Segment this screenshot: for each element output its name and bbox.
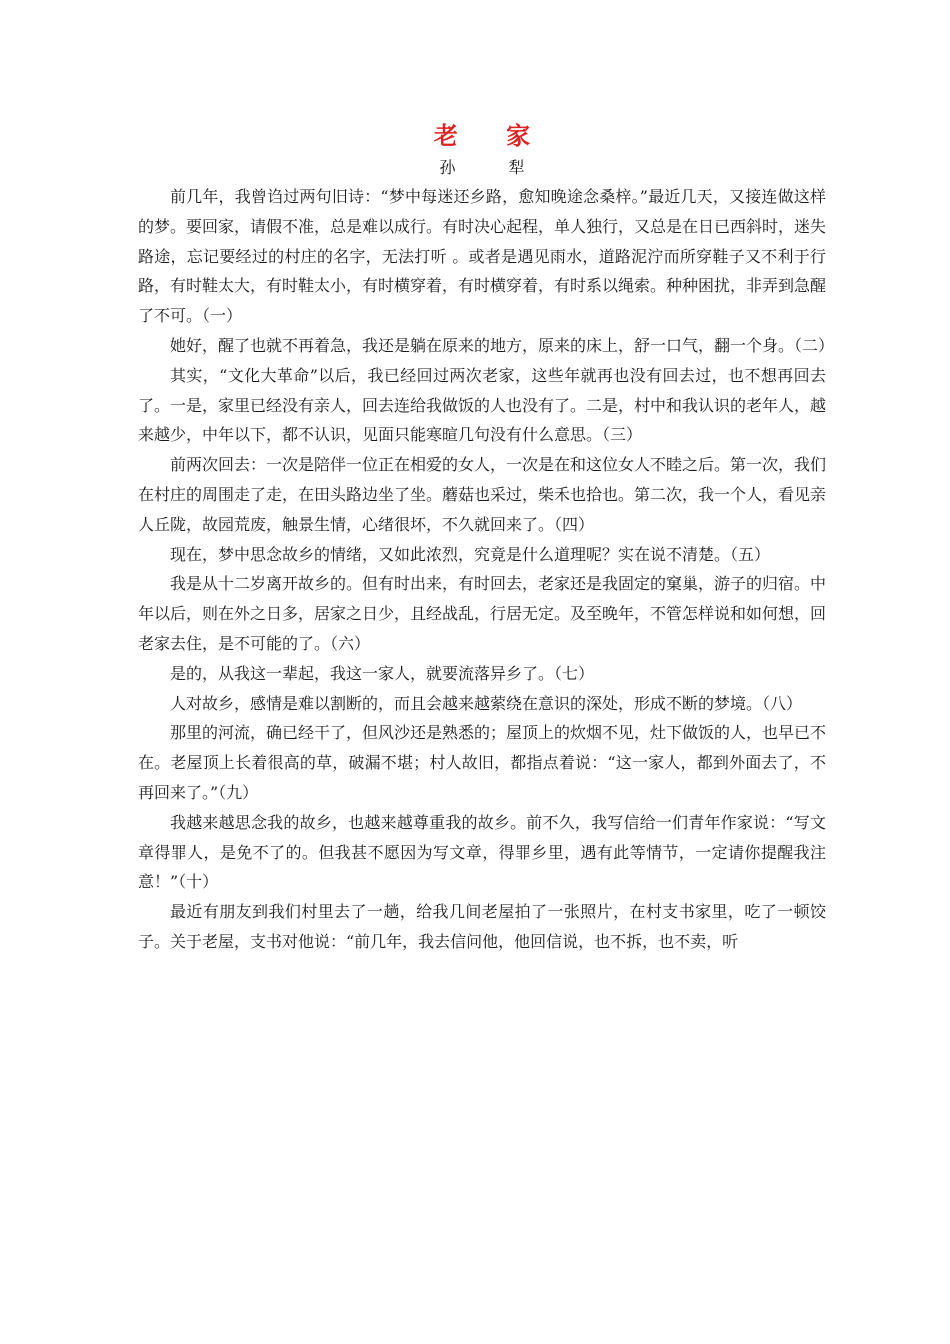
paragraph-7: 是的，从我这一辈起，我这一家人，就要流落异乡了。（七） [170, 663, 595, 683]
paragraph-4: 前两次回去：一次是陪伴一位正在相爱的女人，一次是在和这位女人不睦之后。第一次，我们在村庄的周围走了走，在田头路边坐了坐。蘑菇也采过，柴禾也拾也。第二次，我一个人，看见亲人丘陇，故园荒废，触景生情，心绪很坏，不久就回来了。（四） [138, 455, 827, 534]
article-author: 孙 犁 [439, 158, 549, 177]
paragraph-10: 我越来越思念我的故乡，也越来越尊重我的故乡。前不久，我写信给一们青年作家说：“写文章得罪人，是免不了的。但我甚不愿因为写文章，得罪乡里，遇有此等情节，一定请你提醒我注意！”（十） [138, 812, 826, 892]
paragraph-6: 我是从十二岁离开故乡的。但有时出来，有时回去，老家还是我固定的窠巢，游子的归宿。中年以后，则在外之日多，居家之日少，且经战乱，行居无定。及至晚年，不管怎样说和如何想，回老家去住，是不可能的了。（六） [138, 574, 827, 653]
paragraph-2: 她好，醒了也就不再着急，我还是躺在原来的地方，原来的床上，舒一口气，翻一个身。（二） [170, 335, 835, 355]
paragraph-5: 现在，梦中思念故乡的情绪，又如此浓烈，究竟是什么道理呢？实在说不清楚。（五） [170, 544, 771, 564]
article-title: 老 家 [433, 121, 551, 150]
paragraph-1: 前几年，我曾诌过两句旧诗：“梦中每迷还乡路，愈知晚途念桑梓。”最近几天，又接连做这样的梦。要回家，请假不准，总是难以成行。有时决心起程，单人独行，又总是在日已西斜时，迷失路途，忘记要经过的村庄的名字，无法打听 。或者是遇见雨水，道路泥泞而所穿鞋子又不利于行路，有时鞋太大，有时鞋太小，有时横穿着，有时横穿着，有时系以绳索。种种困扰，非弄到急醒了不可。（一） [138, 187, 827, 326]
paragraph-9: 那里的河流，确已经干了，但风沙还是熟悉的；屋顶上的炊烟不见，灶下做饭的人，也早已不在。老屋顶上长着很高的草，破漏不堪；村人故旧，都指点着说：“这一家人，都到外面去了，不再回来了。”（九） [138, 723, 827, 802]
paragraph-3: 其实，“文化大革命”以后，我已经回过两次老家，这些年就再也没有回去过，也不想再回去了。一是，家里已经没有亲人，回去连给我做饭的人也没有了。二是，村中和我认识的老年人，越来越少，中年以下，都不认识，见面只能寒暄几句没有什么意思。（三） [138, 365, 827, 445]
article [138, 118, 835, 957]
paragraph-8: 人对故乡，感情是难以割断的，而且会越来越萦绕在意识的深处，形成不断的梦境。（八） [170, 693, 803, 713]
paragraph-11: 最近有朋友到我们村里去了一趟，给我几间老屋拍了一张照片，在村支书家里，吃了一顿饺子。关于老屋，支书对他说：“前几年，我去信问他，他回信说，也不拆，也不卖，听 [138, 902, 826, 951]
